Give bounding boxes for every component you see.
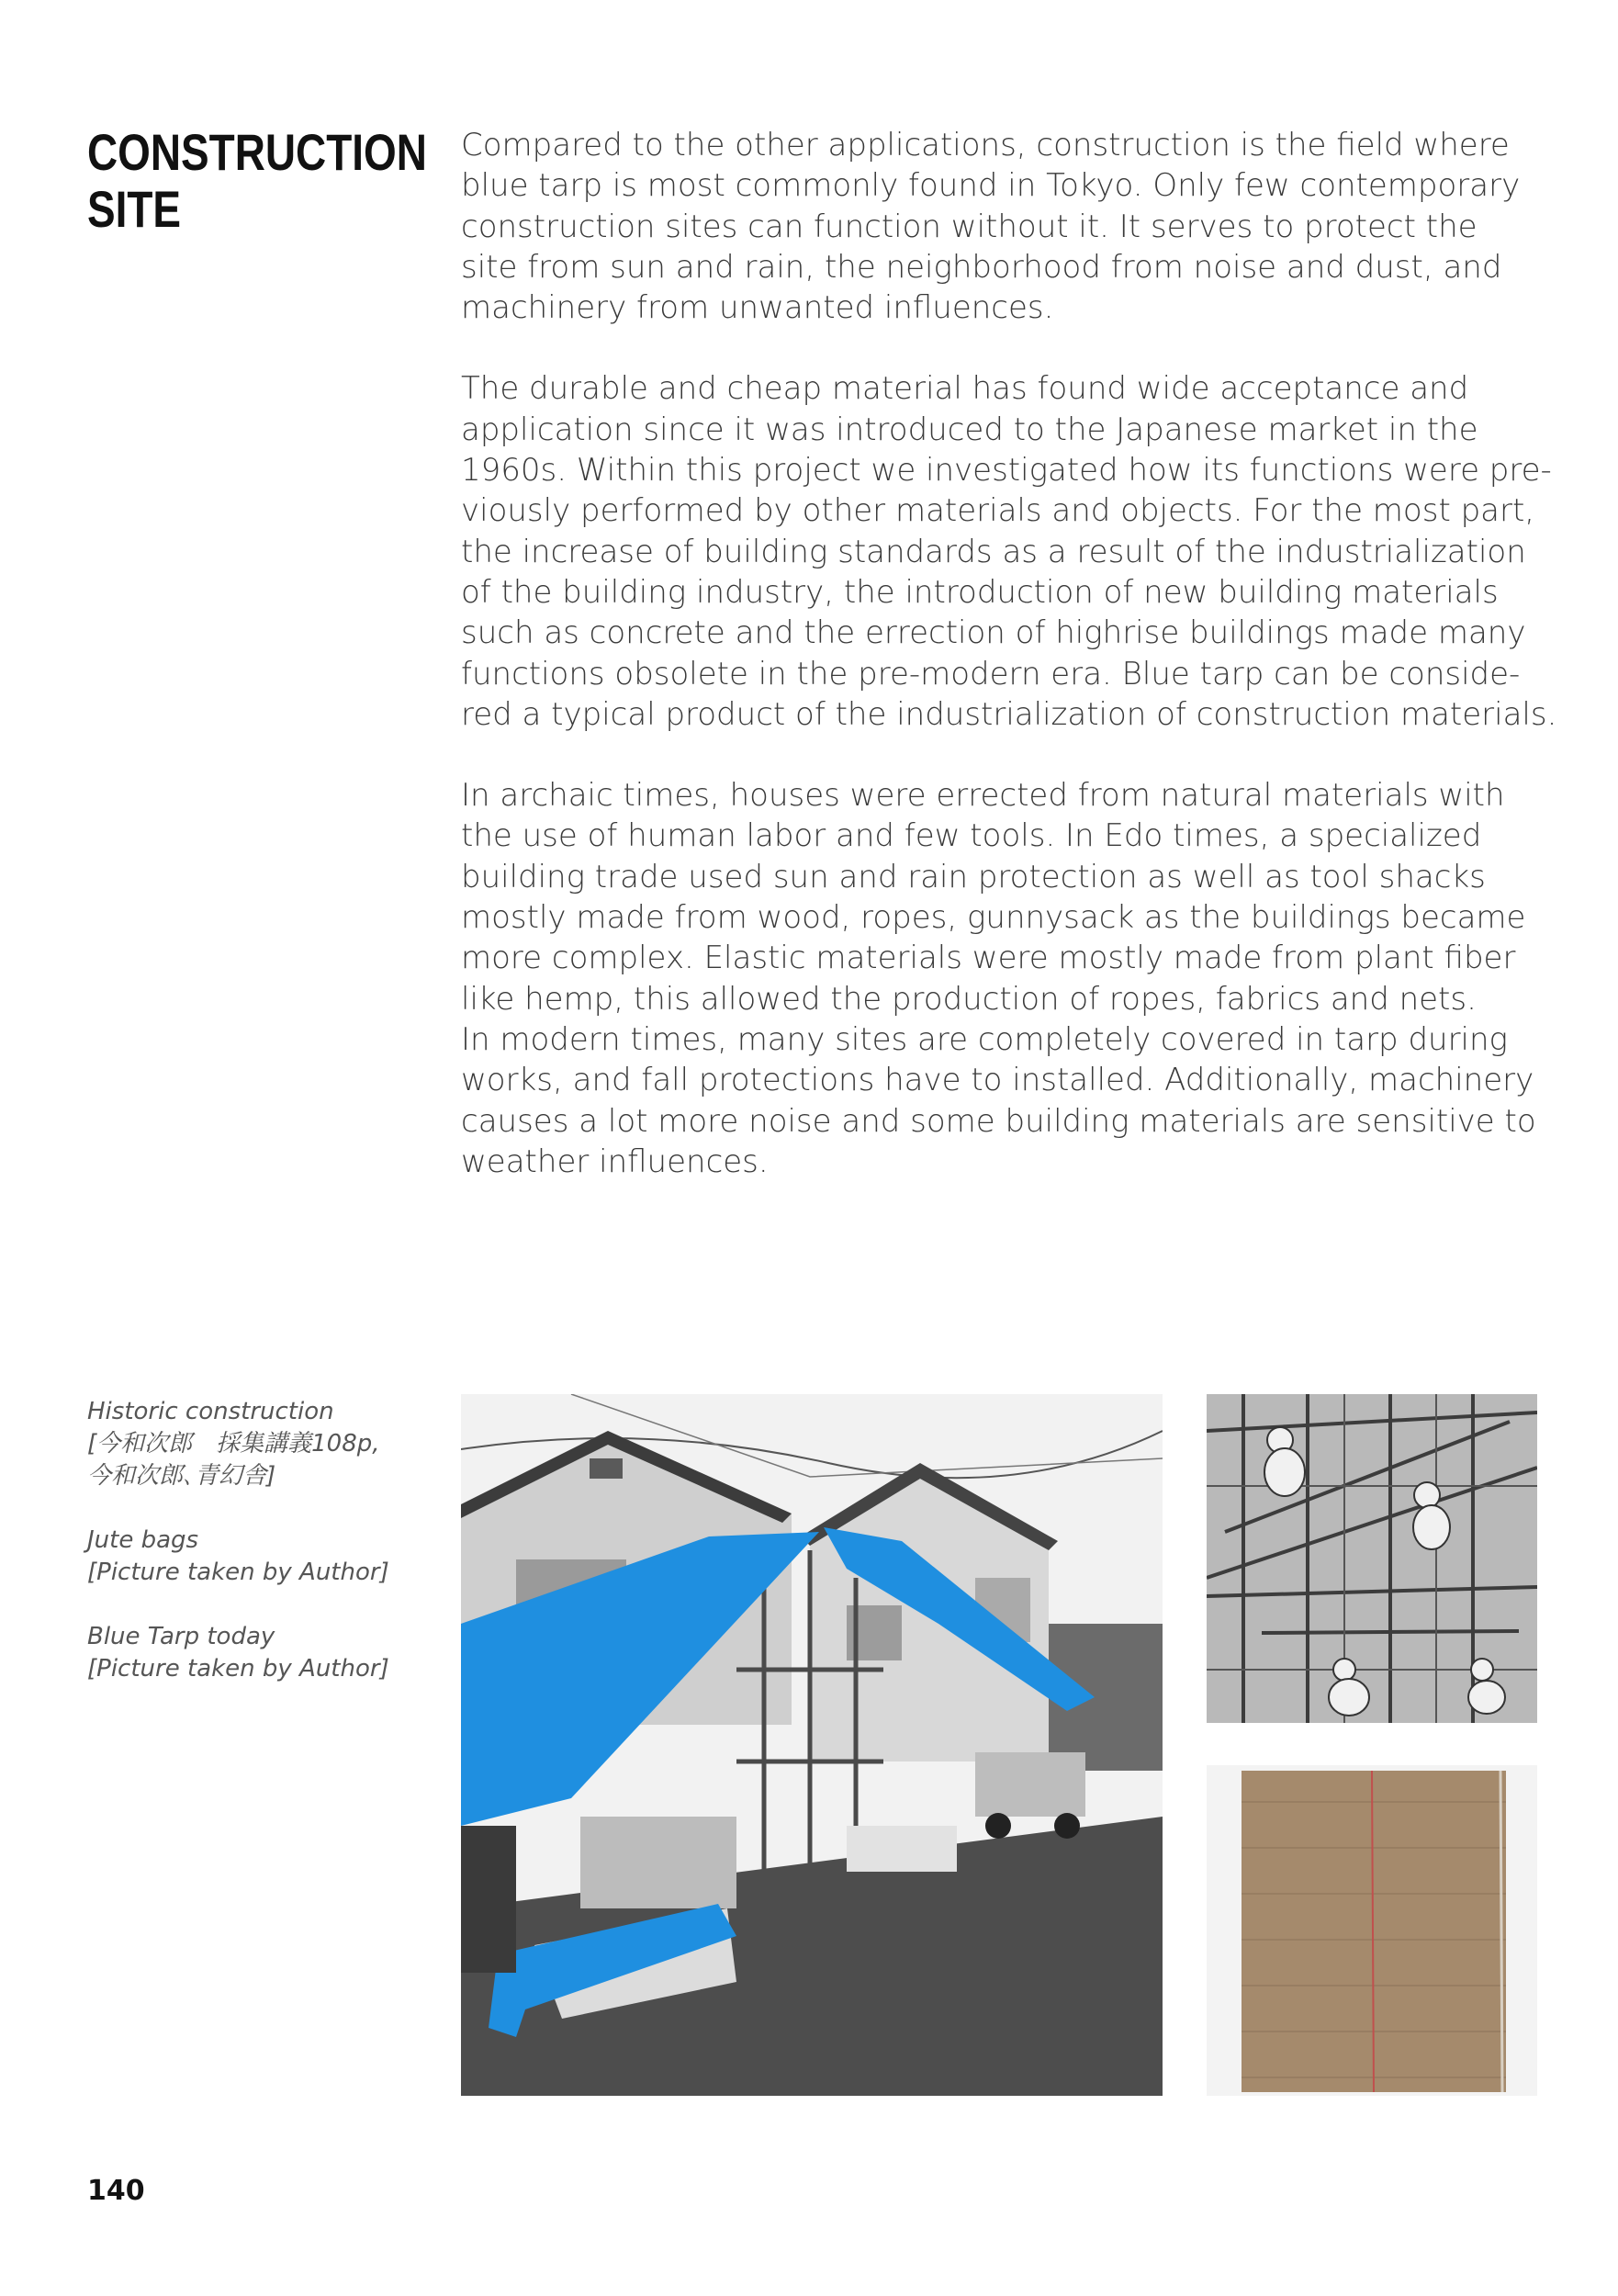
text-line: The durable and cheap material has found wide acceptance and <box>461 370 1469 408</box>
paragraph <box>461 125 1545 328</box>
text-line: like hemp, this allowed the production of ropes, fabrics and nets. <box>461 980 1477 1018</box>
blue-tarp-photo <box>461 1394 1163 2096</box>
text-line: weather influences. <box>461 1142 769 1180</box>
page-number: 140 <box>87 2175 145 2207</box>
text-line: 1960s. Within this project we investigated how its functions were pre- <box>461 452 1552 490</box>
text-line: site from sun and rain, the neighborhood from noise and dust, and <box>461 248 1502 286</box>
caption-line: Jute bags <box>87 1526 199 1554</box>
text-line: mostly made from wood, ropes, gunnysack as the buildings became <box>461 899 1526 937</box>
caption-historic-construction <box>87 1396 436 1492</box>
text-line: blue tarp is most commonly found in Tokyo. Only few contemporary <box>461 167 1521 205</box>
section-title-line: CONSTRUCTION <box>87 123 427 181</box>
body-text <box>461 125 1557 1222</box>
paragraph <box>461 775 1545 1182</box>
text-line: Compared to the other applications, construction is the field where <box>461 127 1510 163</box>
caption-line: 今和次郎､青幻舎] <box>87 1462 276 1490</box>
text-line: such as concrete and the errection of highrise buildings made many <box>461 614 1526 652</box>
paragraph <box>461 368 1557 735</box>
image-captions <box>87 1396 436 1717</box>
text-line: viously performed by other materials and objects. For the most part, <box>461 492 1535 530</box>
text-line: causes a lot more noise and some building materials are sensitive to <box>461 1102 1536 1140</box>
text-line: functions obsolete in the pre-modern era. Blue tarp can be conside- <box>461 655 1521 692</box>
jute-bag-image <box>1207 1765 1537 2096</box>
caption-line: [Picture taken by Author] <box>87 1559 389 1586</box>
text-line: In archaic times, houses were errected from natural materials with <box>461 777 1505 815</box>
caption-line: Historic construction <box>87 1398 334 1425</box>
text-line: machinery from unwanted influences. <box>461 289 1054 327</box>
blue-tarp-illustration <box>461 1394 1163 2096</box>
text-line: the increase of building standards as a result of the industrialization <box>461 533 1526 570</box>
text-line: works, and fall protections have to installed. Additionally, machinery <box>461 1062 1534 1099</box>
caption-blue-tarp-today <box>87 1621 436 1685</box>
text-line: construction sites can function without it. It serves to protect the <box>461 208 1478 245</box>
caption-line: [今和次郎 採集講義108p, <box>87 1430 380 1458</box>
section-title <box>87 123 427 238</box>
text-line: application since it was introduced to the Japanese market in the <box>461 411 1478 448</box>
section-title-line: SITE <box>87 180 182 238</box>
text-line: of the building industry, the introduction of new building materials <box>461 573 1499 611</box>
text-line: red a typical product of the industrialization of construction materials. <box>461 695 1557 733</box>
caption-line: Blue Tarp today <box>87 1623 275 1650</box>
historic-construction-image <box>1207 1394 1537 1723</box>
jute-bag-illustration <box>1207 1765 1537 2096</box>
text-line: building trade used sun and rain protection as well as tool shacks <box>461 858 1486 895</box>
text-line: the use of human labor and few tools. In Edo times, a specialized <box>461 817 1482 855</box>
caption-line: [Picture taken by Author] <box>87 1655 389 1683</box>
historic-construction-illustration <box>1207 1394 1537 1723</box>
caption-jute-bags <box>87 1525 436 1589</box>
text-line: In modern times, many sites are completely covered in tarp during <box>461 1020 1508 1058</box>
text-line: more complex. Elastic materials were mostly made from plant fiber <box>461 940 1516 977</box>
